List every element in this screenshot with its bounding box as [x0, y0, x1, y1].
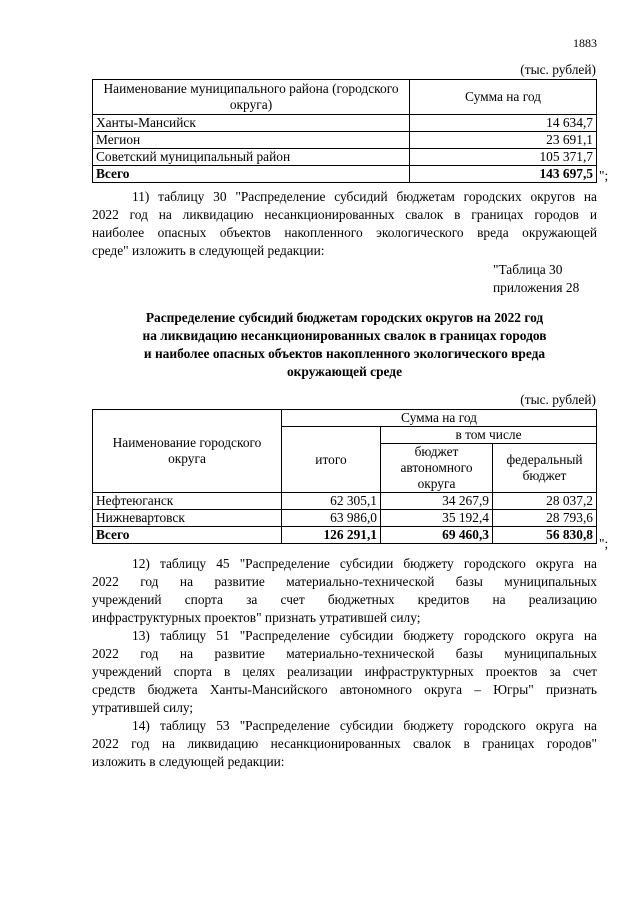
table2-total-total: 126 291,1 — [282, 527, 381, 544]
table1-row-name: Мегион — [93, 132, 410, 149]
paragraph-line: среде" изложить в следующей редакции: — [92, 243, 325, 258]
paragraph-line: 2022 год на развитие материально-технической базы муниципальных — [92, 574, 597, 589]
table-reference-line2: приложения 28 — [493, 280, 580, 295]
table2-row-name: Нефтеюганск — [93, 493, 282, 510]
table1-row-value: 14 634,7 — [410, 115, 597, 132]
paragraph-item-11 — [92, 188, 597, 260]
paragraph-line: 2022 год на развитие материально-технической базы муниципальных — [92, 646, 597, 661]
table2-row-auto: 34 267,9 — [381, 493, 493, 510]
table2-row-total: 63 986,0 — [282, 510, 381, 527]
section-title — [92, 309, 597, 381]
paragraph-line: учреждений спорта за счет бюджетных кредитов на реализацию — [92, 592, 597, 607]
paragraph-line: утратившей силу; — [92, 700, 194, 715]
table1-total-value: 143 697,5 — [410, 166, 597, 183]
table1 — [92, 79, 597, 183]
table-row — [93, 510, 597, 527]
table2-header-auto: бюджет автономного округа — [381, 444, 493, 493]
paragraph-line: 14) таблицу 53 "Распределение субсидии бюджету городского округа на — [132, 718, 597, 733]
table1-row-value: 23 691,1 — [410, 132, 597, 149]
table1-total-row — [93, 166, 597, 183]
table1-row-value: 105 371,7 — [410, 149, 597, 166]
table2-row-auto: 35 192,4 — [381, 510, 493, 527]
table2-closing-quote: "; — [599, 536, 609, 551]
table2-total-auto: 69 460,3 — [381, 527, 493, 544]
table2-total-row — [93, 527, 597, 544]
paragraph-item-13 — [92, 627, 597, 717]
paragraph-line: изложить в следующей редакции: — [92, 754, 285, 769]
page-number: 1883 — [573, 36, 597, 50]
title-line: окружающей среде — [286, 364, 403, 379]
table2-header-row — [93, 410, 597, 427]
paragraph-item-14 — [92, 717, 597, 771]
table2-units: (тыс. рублей) — [520, 392, 596, 407]
table-row — [93, 149, 597, 166]
title-line: и наиболее опасных объектов накопленного экологического вреда — [143, 346, 546, 361]
title-line: Распределение субсидий бюджетам городских округов на 2022 год — [145, 310, 544, 325]
table2-total-fed: 56 830,8 — [493, 527, 597, 544]
table1-units: (тыс. рублей) — [520, 62, 596, 77]
paragraph-line: средств бюджета Ханты-Мансийского автономного округа – Югры" признать — [92, 682, 597, 697]
table1-header-name: Наименование муниципального района (городского округа) — [93, 80, 410, 115]
table-row — [93, 493, 597, 510]
paragraph-line: учреждений спорта в целях реализации инфраструктурных проектов за счет — [92, 664, 597, 679]
table2-row-total: 62 305,1 — [282, 493, 381, 510]
table-row — [93, 115, 597, 132]
table2-row-fed: 28 037,2 — [493, 493, 597, 510]
paragraph-line: 11) таблицу 30 "Распределение субсидий бюджетам городских округов на — [132, 189, 597, 204]
table2-header-incl: в том числе — [381, 427, 597, 444]
table1-header-row — [93, 80, 597, 115]
table2-total-label: Всего — [93, 527, 282, 544]
table1-row-name: Советский муниципальный район — [93, 149, 410, 166]
table-row — [93, 132, 597, 149]
title-line: на ликвидацию несанкционированных свалок в границах городов — [142, 328, 547, 343]
table2-header-sum: Сумма на год — [282, 410, 597, 427]
table-reference — [493, 261, 597, 297]
paragraph-line: инфраструктурных проектов" признать утратившей силу; — [92, 610, 421, 625]
table2-row-name: Нижневартовск — [93, 510, 282, 527]
table2-header-fed: федеральный бюджет — [493, 444, 597, 493]
table-reference-line1: "Таблица 30 — [493, 262, 563, 277]
paragraph-line: 2022 год на ликвидацию несанкционированных свалок в границах городов и — [92, 207, 597, 222]
paragraph-line: 13) таблицу 51 "Распределение субсидии бюджету городского округа на — [132, 628, 597, 643]
table1-header-sum: Сумма на год — [410, 80, 597, 115]
paragraph-line: 2022 год на ликвидацию несанкционированных свалок в границах городов" — [92, 736, 597, 751]
paragraph-line: наиболее опасных объектов накопленного экологического вреда окружающей — [92, 225, 597, 240]
paragraph-line: 12) таблицу 45 "Распределение субсидии бюджету городского округа на — [132, 556, 597, 571]
table1-row-name: Ханты-Мансийск — [93, 115, 410, 132]
table1-closing-quote: "; — [599, 168, 609, 183]
table2-row-fed: 28 793,6 — [493, 510, 597, 527]
table2-header-total: итого — [282, 427, 381, 493]
table2 — [92, 409, 597, 544]
paragraph-item-12 — [92, 555, 597, 627]
table2-header-name: Наименование городского округа — [93, 410, 282, 493]
table1-total-label: Всего — [93, 166, 410, 183]
